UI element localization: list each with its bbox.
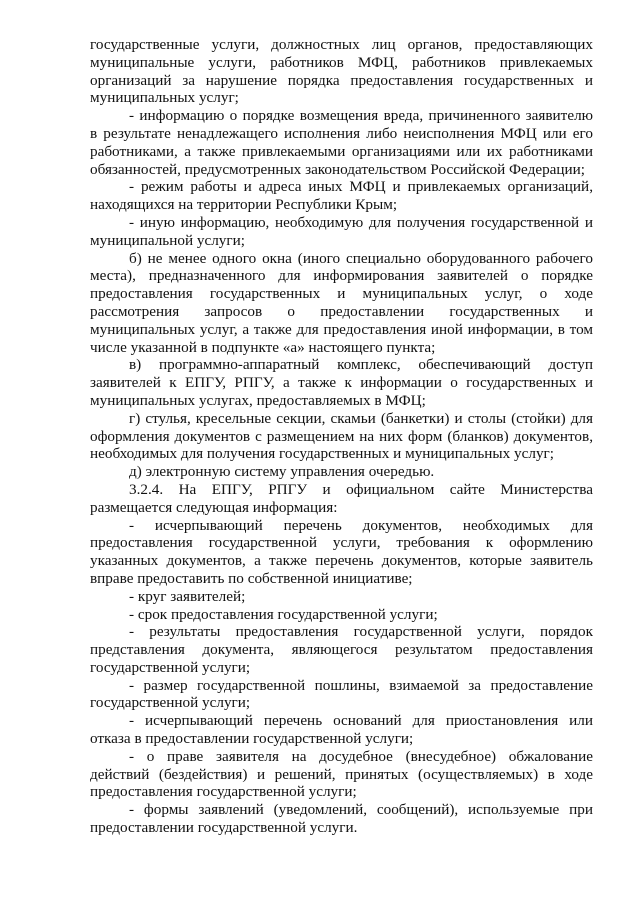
paragraph-furniture: г) стулья, кресельные секции, скамьи (банкетки) и столы (стойки) для оформления документов с размещением на них форм (бланков) документов, необходимых для получения государственных и муниципальных услуг;	[90, 409, 593, 463]
paragraph-service-term: - срок предоставления государственной услуги;	[129, 605, 438, 623]
paragraph-applicants: - круг заявителей;	[129, 587, 246, 605]
paragraph-documents-list: - исчерпывающий перечень документов, необходимых для предоставления государственной услуги, требования к оформлению указанных документов, а также перечень документов, которые заявитель вправе предоставить по собственной инициативе;	[90, 516, 593, 587]
paragraph-section-3-2-4: 3.2.4. На ЕПГУ, РПГУ и официальном сайте Министерства размещается следующая информация:	[90, 480, 593, 516]
paragraph-info-window: б) не менее одного окна (иного специально оборудованного рабочего места), предназначенного для информирования заявителей о порядке предоставления государственных и муниципальных услуг, о ходе рассмотрения запросов о предоставлении государственных и муниципальных услуг, а также для предоставления иной информации, в том числе указанной в подпункте «а» настоящего пункта;	[90, 249, 593, 356]
document-body	[90, 36, 593, 837]
paragraph-refusal-grounds: - исчерпывающий перечень оснований для приостановления или отказа в предоставлении государственной услуги;	[90, 712, 593, 748]
paragraph-queue-system: д) электронную систему управления очередью.	[129, 463, 435, 481]
paragraph-other-info: - иную информацию, необходимую для получения государственной и муниципальной услуги;	[90, 213, 593, 249]
paragraph-service-results: - результаты предоставления государственной услуги, порядок представления документа, являющегося результатом предоставления государственной услуги;	[90, 623, 593, 676]
paragraph-damage-compensation: - информацию о порядке возмещения вреда, причиненного заявителю в результате ненадлежащего исполнения либо неисполнения МФЦ или его работниками, а также привлекаемыми организациями или их работниками обязанностей, предусмотренных законодательством Российской Федерации;	[90, 107, 593, 178]
paragraph-hardware-complex: в) программно-аппаратный комплекс, обеспечивающий доступ заявителей к ЕПГУ, РПГУ, а также к информации о государственных и муниципальных услугах, предоставляемых в МФЦ;	[90, 356, 593, 409]
paragraph-application-forms: - формы заявлений (уведомлений, сообщений), используемые при предоставлении государственной услуги.	[90, 801, 593, 837]
paragraph-state-fee: - размер государственной пошлины, взимаемой за предоставление государственной услуги;	[90, 676, 593, 712]
paragraph-working-hours: - режим работы и адреса иных МФЦ и привлекаемых организаций, находящихся на территории Республики Крым;	[90, 178, 593, 214]
paragraph-complaint-continuation: государственные услуги, должностных лиц органов, предоставляющих муниципальные услуги, работников МФЦ, работников привлекаемых организаций за нарушение порядка предоставления государственных и муниципальных услуг;	[90, 36, 593, 107]
paragraph-appeal-rights: - о праве заявителя на досудебное (внесудебное) обжалование действий (бездействия) и решений, принятых (осуществляемых) в ходе предоставления государственной услуги;	[90, 747, 593, 801]
